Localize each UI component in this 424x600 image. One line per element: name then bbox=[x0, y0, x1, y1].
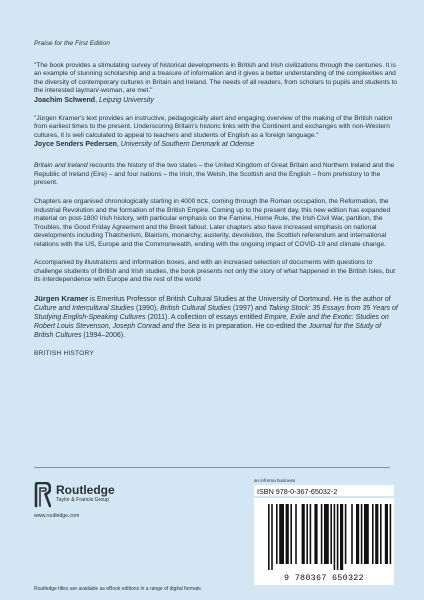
barcode bbox=[254, 498, 394, 585]
barcode-bar bbox=[324, 504, 329, 564]
barcode-bar bbox=[268, 504, 270, 570]
barcode-bar bbox=[314, 504, 317, 564]
barcode-bar bbox=[271, 504, 273, 570]
description-paragraph-3: Accompanied by illustrations and information boxes, and with an increased selection of documents with questions to challenge students of British and Irish studies, the book presents not only the story of what happened in the British Isles, but its interdependence with Europe and the rest of the world bbox=[34, 259, 396, 284]
book-title: Britain and Ireland bbox=[34, 162, 88, 170]
publisher-group: Taylor & Francis Group bbox=[56, 497, 110, 503]
barcode-bar bbox=[321, 504, 323, 564]
barcode-bar bbox=[375, 504, 378, 564]
era-abbrev: BCE bbox=[197, 199, 209, 206]
barcode-bar bbox=[276, 504, 278, 564]
routledge-r-icon bbox=[34, 482, 51, 508]
barcode-digits: 9 780367 650322 bbox=[284, 573, 364, 583]
barcode-bar bbox=[380, 504, 382, 564]
barcode-bar bbox=[372, 504, 374, 564]
barcode-bar bbox=[356, 504, 359, 564]
barcode-bar bbox=[364, 504, 369, 564]
reviewer-affiliation: University of Southern Denmark at Odense bbox=[120, 141, 255, 149]
cover-text bbox=[34, 40, 400, 357]
description-paragraph-2: Chapters are organised chronologically starting in 4000 BCE, coming through the Roman occupation, the Reformation, the Industrial Revolution and the formation of the British Empire. Coming up to the present day, this new edition has expanded material on post-1800 Irish history, with particular emphasis on the Famine, Home Rule, the Irish Civil War, partition, the Troubles, the Good Friday Agreement and the Brexit fallout. Later chapters also have increased emphasis on national developments including Thatcherism, Blairism, monarchy, austerity, devolution, the Scottish referendum and international relations with the US, Europe and the Commonwealth, ending with the ongoing impact of COVID-19 and climate change. bbox=[34, 198, 391, 248]
isbn-number: ISBN 978-0-367-65032-2 bbox=[257, 487, 338, 496]
author-name: Jürgen Kramer bbox=[34, 293, 89, 303]
footer-divider bbox=[34, 467, 390, 468]
barcode-bar bbox=[330, 504, 332, 564]
publisher-url: www.routledge.com bbox=[34, 513, 80, 519]
publisher-name: Routledge bbox=[56, 483, 115, 497]
barcode-panel bbox=[254, 478, 394, 587]
barcode-bar bbox=[279, 504, 284, 564]
barcode-bar bbox=[286, 504, 289, 564]
barcode-bar bbox=[390, 504, 392, 564]
isbn-label bbox=[254, 485, 394, 496]
barcode-bars bbox=[254, 498, 394, 585]
informa-tagline: an informa business bbox=[254, 478, 296, 483]
barcode-bar bbox=[306, 504, 308, 564]
barcode-bar bbox=[290, 504, 292, 564]
author-bio: Jürgen Kramer is Emeritus Professor of British Cultural Studies at the University of Dortmund. He is the author of Culture and Intercultural Studies (1990), British Cultural Studies (1997) and Taking Stock: 35 Essays from 35 Years of Studying English-Speaking Cultures (2011). A collection of essays entitled Empire, Exile and the Exotic: Studies on Robert Louis Stevenson, Joseph Conrad and the Sea is in preparation. He co-edited the Journal for the Study of British Cultures (1994–2006). bbox=[34, 293, 398, 339]
praise-heading: Praise for the First Edition bbox=[34, 40, 110, 47]
barcode-bar bbox=[351, 504, 353, 564]
quote-schwend: "The book provides a stimulating survey of historical developments in British and Irish civilizations through the centuries. It is an example of stunning scholarship and a treasure of information and it gives a better understanding of the complexities and the diversity of contemporary cultures in Britain and Ireland. The needs of all readers, from scholars to pupils and students to the interested layman/-woman, are met." bbox=[34, 61, 398, 95]
subject-category: BRITISH HISTORY bbox=[34, 350, 94, 358]
barcode-bar bbox=[361, 504, 363, 564]
barcode-bar bbox=[295, 504, 297, 564]
quote-attribution-schwend: Joachim Schwend, Leipzig University bbox=[34, 96, 154, 104]
quote-pedersen: "Jürgen Kramer's text provides an instructive, pedagogically alert and engaging overview of the making of the British nation from earliest times to the present. Underscoring Britain's historic links with the Continent and exchanges with non-Western cultures, it is well calculated to appeal to teachers and students of English as a foreign language." bbox=[34, 114, 393, 139]
barcode-bar bbox=[345, 504, 347, 564]
barcode-bar bbox=[385, 504, 388, 564]
barcode-bar bbox=[302, 504, 305, 564]
quote-attribution-pedersen: Joyce Senders Pedersen, University of Southern Denmark at Odense bbox=[34, 141, 255, 149]
barcode-bar bbox=[337, 504, 339, 570]
ebook-notice: Routledge titles are available as eBook editions in a range of digital formats bbox=[34, 586, 201, 592]
reviewer-name: Joyce Senders Pedersen bbox=[34, 141, 117, 149]
barcode-bar bbox=[334, 504, 336, 570]
reviewer-affiliation: Leipzig University bbox=[98, 96, 154, 104]
description-paragraph-1: Britain and Ireland recounts the history of the two states – the United Kingdom of Great Britain and Northern Ireland and the Republic of Ireland (Eire) – and four nations – the Irish, the Welsh, the Scottish and the English – from prehistory to the present. bbox=[34, 162, 395, 187]
reviewer-name: Joachim Schwend bbox=[34, 96, 96, 104]
barcode-bar bbox=[340, 504, 343, 570]
barcode-bar bbox=[310, 504, 312, 564]
